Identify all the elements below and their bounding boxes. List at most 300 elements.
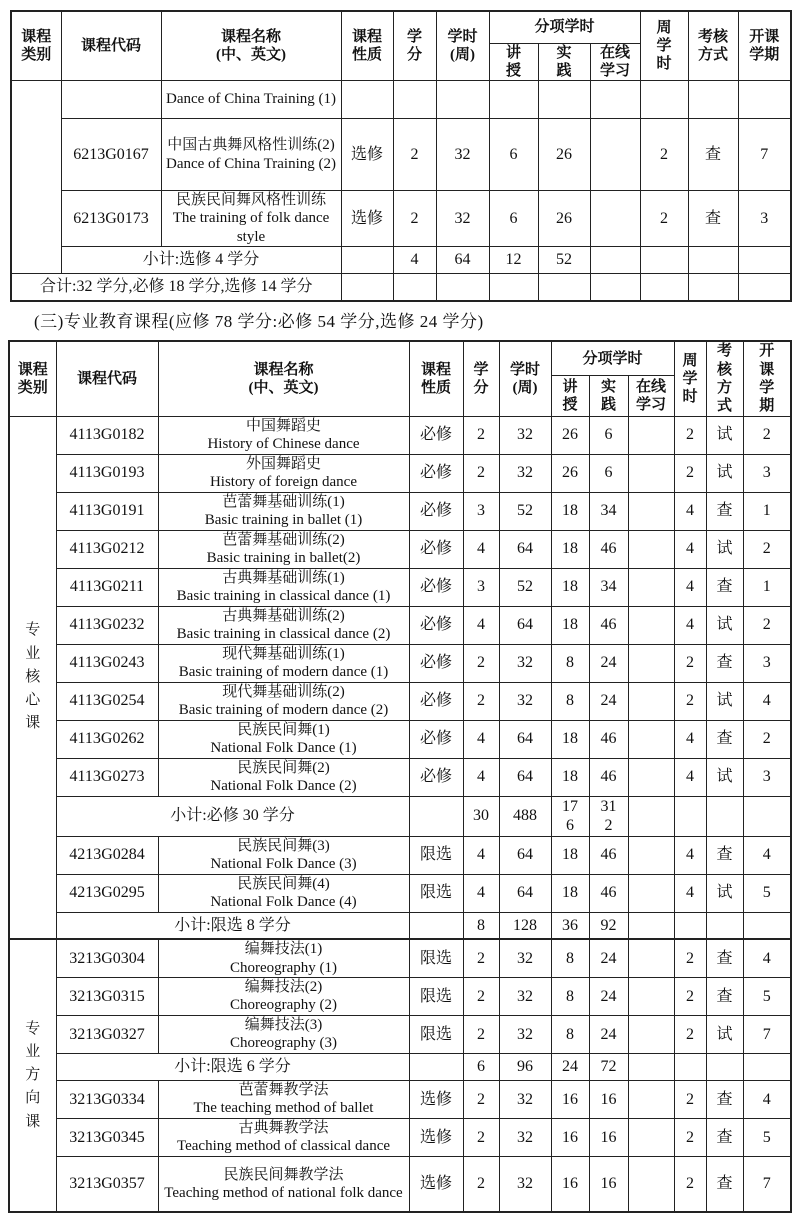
course-name-cn: 现代舞基础训练(2) — [222, 683, 345, 700]
practice-hours: 6 — [589, 454, 628, 492]
course-name — [161, 81, 341, 119]
online-hours — [628, 939, 674, 977]
lecture-hours: 18 — [551, 874, 589, 912]
hours: 32 — [499, 939, 551, 977]
course-name — [158, 644, 409, 682]
subtotal-label: 小计:限选 6 学分 — [56, 1053, 409, 1080]
assessment — [706, 912, 743, 939]
online-hours — [628, 1118, 674, 1156]
total-label: 合计:32 学分,必修 18 学分,选修 14 学分 — [11, 273, 341, 301]
credits: 8 — [463, 912, 499, 939]
course-nature: 必修 — [409, 758, 463, 796]
course-nature: 必修 — [409, 682, 463, 720]
hours: 64 — [499, 758, 551, 796]
hours: 32 — [499, 1080, 551, 1118]
assessment: 查 — [706, 492, 743, 530]
course-name-cn: 编舞技法(2) — [244, 979, 323, 995]
hours: 64 — [436, 246, 489, 273]
hours: 64 — [499, 874, 551, 912]
col-header-lecture — [551, 376, 589, 416]
lecture-hours — [489, 273, 538, 301]
course-name-en: Dance of China Training (2) — [166, 155, 336, 172]
subtotal-row — [9, 1053, 791, 1080]
practice-hours: 16 — [589, 1080, 628, 1118]
col-header-name-line2: (中、英文) — [216, 47, 286, 64]
credits: 2 — [463, 977, 499, 1015]
col-header-category-label: 课程类别 — [21, 28, 52, 64]
course-name-en: The training of folk dance style — [172, 210, 330, 245]
col-header-practice-label: 实践 — [556, 44, 572, 79]
practice-hours: 16 — [589, 1118, 628, 1156]
assessment: 试 — [706, 454, 743, 492]
col-header-hours-line1: 学时 — [447, 28, 478, 45]
col-header-credits-label: 学分 — [406, 28, 422, 64]
lecture-hours: 16 — [551, 1118, 589, 1156]
credits: 2 — [463, 682, 499, 720]
col-header-lecture — [489, 43, 538, 81]
course-name-cn: 民族民间舞(1) — [237, 721, 330, 738]
weekly-hours — [640, 273, 688, 301]
col-header-online-label: 在线学习 — [635, 378, 666, 413]
practice-hours: 24 — [589, 977, 628, 1015]
online-hours — [628, 568, 674, 606]
course-name-cn: 民族民间舞(2) — [237, 759, 330, 776]
practice-hours: 46 — [589, 836, 628, 874]
lecture-hours: 18 — [551, 530, 589, 568]
col-header-lecture-label: 讲授 — [505, 44, 521, 79]
credits: 2 — [463, 939, 499, 977]
col-header-hours-line2: (周) — [512, 380, 538, 397]
course-nature: 选修 — [409, 1118, 463, 1156]
hours: 32 — [436, 119, 489, 191]
course-name — [158, 492, 409, 530]
course-name-cn: 外国舞蹈史 — [245, 455, 321, 472]
lecture-hours: 18 — [551, 568, 589, 606]
assessment: 查 — [706, 1156, 743, 1212]
credits: 4 — [463, 720, 499, 758]
practice-hours: 34 — [589, 492, 628, 530]
online-hours — [590, 191, 640, 247]
weekly-hours: 4 — [674, 530, 706, 568]
semester: 3 — [743, 758, 791, 796]
hours: 32 — [499, 454, 551, 492]
practice-hours: 34 — [589, 568, 628, 606]
hours — [436, 273, 489, 301]
course-name — [158, 758, 409, 796]
course-name — [161, 191, 341, 247]
col-header-weekly — [640, 11, 688, 81]
hours — [436, 81, 489, 119]
weekly-hours: 2 — [674, 454, 706, 492]
course-nature — [409, 796, 463, 836]
col-header-subhours: 分项学时 — [489, 11, 640, 43]
course-row — [9, 720, 791, 758]
course-row — [9, 682, 791, 720]
col-header-weekly-label: 周学时 — [682, 352, 698, 406]
weekly-hours: 2 — [674, 939, 706, 977]
course-row — [9, 416, 791, 454]
semester: 2 — [743, 720, 791, 758]
semester: 7 — [743, 1156, 791, 1212]
col-header-online — [590, 43, 640, 81]
course-name-en: National Folk Dance (2) — [210, 778, 357, 795]
online-hours — [628, 977, 674, 1015]
course-name-en: Choreography (1) — [229, 959, 338, 976]
col-header-online-label: 在线学习 — [599, 44, 630, 79]
category-label: 专业方向课 — [25, 1020, 41, 1130]
course-code: 3213G0327 — [56, 1015, 158, 1053]
course-row — [11, 81, 791, 119]
assessment: 试 — [706, 682, 743, 720]
col-header-practice-label: 实践 — [600, 378, 616, 413]
practice-hours: 24 — [589, 644, 628, 682]
semester — [738, 81, 791, 119]
assessment: 查 — [706, 720, 743, 758]
course-nature: 选修 — [409, 1156, 463, 1212]
credits: 2 — [463, 644, 499, 682]
col-header-name — [161, 11, 341, 81]
weekly-hours: 4 — [674, 836, 706, 874]
lecture-hours: 6 — [489, 119, 538, 191]
course-name-cn: 芭蕾舞教学法 — [238, 1082, 329, 1098]
course-row — [9, 454, 791, 492]
weekly-hours: 2 — [674, 1080, 706, 1118]
course-name — [158, 530, 409, 568]
course-code: 4113G0262 — [56, 720, 158, 758]
course-name-en: History of Chinese dance — [207, 436, 360, 453]
lecture-hours: 8 — [551, 1015, 589, 1053]
credits: 3 — [463, 492, 499, 530]
hours: 32 — [499, 1015, 551, 1053]
online-hours — [628, 492, 674, 530]
online-hours — [628, 836, 674, 874]
col-header-name — [158, 341, 409, 416]
credits: 6 — [463, 1053, 499, 1080]
col-header-nature-label: 课程性质 — [420, 361, 451, 397]
assessment: 试 — [706, 874, 743, 912]
course-row — [9, 606, 791, 644]
hours: 32 — [436, 191, 489, 247]
credits: 4 — [393, 246, 436, 273]
category-label: 专业核心课 — [25, 622, 41, 732]
course-code: 4113G0254 — [56, 682, 158, 720]
credits — [393, 81, 436, 119]
practice-hours: 46 — [589, 530, 628, 568]
course-name — [158, 977, 409, 1015]
semester: 5 — [743, 977, 791, 1015]
lecture-hours: 26 — [551, 454, 589, 492]
col-header-nature — [409, 341, 463, 416]
course-code: 3213G0345 — [56, 1118, 158, 1156]
course-code: 4113G0211 — [56, 568, 158, 606]
subtotal-row — [9, 912, 791, 939]
credits: 2 — [393, 119, 436, 191]
practice-hours: 46 — [589, 758, 628, 796]
course-name-en: History of foreign dance — [209, 474, 358, 491]
lecture-hours: 18 — [551, 758, 589, 796]
col-header-weekly — [674, 341, 706, 416]
lecture-hours: 26 — [551, 416, 589, 454]
weekly-hours: 4 — [674, 568, 706, 606]
semester: 1 — [743, 568, 791, 606]
assessment: 查 — [706, 644, 743, 682]
practice-hours: 6 — [589, 416, 628, 454]
weekly-hours: 2 — [674, 1118, 706, 1156]
practice-hours — [538, 81, 590, 119]
course-name — [158, 836, 409, 874]
course-name — [158, 416, 409, 454]
course-code: 4113G0191 — [56, 492, 158, 530]
semester: 4 — [743, 836, 791, 874]
course-table-top — [10, 10, 792, 302]
course-name-cn: 中国古典舞风格性训练(2) — [167, 137, 335, 154]
col-header-code: 课程代码 — [61, 11, 161, 81]
course-name-en: Basic training in classical dance (1) — [176, 588, 391, 605]
col-header-weekly-label: 周学时 — [656, 19, 672, 73]
hours: 64 — [499, 606, 551, 644]
online-hours — [590, 119, 640, 191]
lecture-hours: 8 — [551, 939, 589, 977]
course-name-en: Basic training of modern dance (1) — [178, 664, 389, 681]
lecture-hours: 16 — [551, 1080, 589, 1118]
course-row — [9, 1156, 791, 1212]
section-heading: (三)专业教育课程(应修 78 学分:必修 54 学分,选修 24 学分) — [34, 312, 484, 332]
lecture-hours: 6 — [489, 191, 538, 247]
course-name-en: Basic training in ballet (1) — [204, 512, 363, 529]
col-header-semester-label: 开课学期 — [749, 28, 780, 64]
assessment: 试 — [706, 1015, 743, 1053]
hours: 128 — [499, 912, 551, 939]
semester — [743, 912, 791, 939]
assessment — [688, 273, 738, 301]
course-name — [158, 1118, 409, 1156]
col-header-hours — [436, 11, 489, 81]
col-header-semester — [738, 11, 791, 81]
semester: 2 — [743, 416, 791, 454]
credits: 2 — [393, 191, 436, 247]
online-hours — [590, 81, 640, 119]
weekly-hours: 2 — [640, 191, 688, 247]
assessment: 查 — [706, 1080, 743, 1118]
course-name — [158, 682, 409, 720]
practice-hours: 24 — [589, 682, 628, 720]
assessment: 试 — [706, 606, 743, 644]
subtotal-label: 小计:必修 30 学分 — [56, 796, 409, 836]
course-code: 4113G0273 — [56, 758, 158, 796]
course-row — [9, 1118, 791, 1156]
course-name-cn: 民族民间舞风格性训练 — [175, 192, 326, 209]
col-header-credits — [463, 341, 499, 416]
credits: 2 — [463, 1118, 499, 1156]
category-cell — [9, 416, 56, 939]
course-nature: 限选 — [409, 939, 463, 977]
course-nature — [409, 1053, 463, 1080]
lecture-hours — [551, 796, 589, 836]
course-name-cn: 编舞技法(1) — [244, 941, 323, 958]
col-header-nature — [341, 11, 393, 81]
semester: 7 — [738, 119, 791, 191]
assessment — [688, 246, 738, 273]
course-nature: 选修 — [341, 119, 393, 191]
course-nature — [341, 246, 393, 273]
online-hours — [628, 1015, 674, 1053]
course-code — [61, 81, 161, 119]
credits: 4 — [463, 606, 499, 644]
semester — [743, 796, 791, 836]
course-row — [9, 1080, 791, 1118]
practice-hours: 46 — [589, 874, 628, 912]
practice-hours: 24 — [589, 1015, 628, 1053]
course-name-en: Basic training in ballet(2) — [206, 550, 361, 567]
course-code: 4113G0243 — [56, 644, 158, 682]
col-header-code: 课程代码 — [56, 341, 158, 416]
course-row — [9, 977, 791, 1015]
online-hours — [628, 530, 674, 568]
semester: 4 — [743, 682, 791, 720]
weekly-hours: 2 — [674, 1156, 706, 1212]
course-name-cn: 中国舞蹈史 — [245, 417, 321, 434]
lecture-hours: 8 — [551, 682, 589, 720]
course-row — [9, 939, 791, 977]
course-nature: 必修 — [409, 606, 463, 644]
lecture-hours: 18 — [551, 492, 589, 530]
course-row — [11, 119, 791, 191]
lecture-hours: 36 — [551, 912, 589, 939]
course-name — [158, 1156, 409, 1212]
course-row — [9, 530, 791, 568]
credits: 4 — [463, 836, 499, 874]
credits: 2 — [463, 1015, 499, 1053]
online-hours — [628, 720, 674, 758]
course-code: 3213G0315 — [56, 977, 158, 1015]
col-header-category — [9, 341, 56, 416]
weekly-hours — [674, 912, 706, 939]
course-nature: 选修 — [341, 191, 393, 247]
credits: 4 — [463, 874, 499, 912]
online-hours — [628, 454, 674, 492]
hours: 52 — [499, 568, 551, 606]
online-hours — [628, 1053, 674, 1080]
course-name-cn: 民族民间舞(3) — [237, 837, 330, 854]
credits — [393, 273, 436, 301]
col-header-category — [11, 11, 61, 81]
course-name-en: Choreography (2) — [229, 997, 338, 1014]
course-name — [158, 1080, 409, 1118]
lecture-hours: 12 — [489, 246, 538, 273]
practice-hours: 26 — [538, 191, 590, 247]
course-row — [9, 758, 791, 796]
online-hours — [628, 416, 674, 454]
credits: 4 — [463, 530, 499, 568]
course-name-cn: 芭蕾舞基础训练(2) — [222, 531, 345, 548]
weekly-hours: 2 — [674, 1015, 706, 1053]
col-header-credits-label: 学分 — [473, 361, 489, 397]
col-header-online — [628, 376, 674, 416]
semester: 3 — [743, 454, 791, 492]
course-name — [158, 568, 409, 606]
course-name — [158, 1015, 409, 1053]
online-hours — [628, 758, 674, 796]
course-name-en: The teaching method of ballet — [193, 1100, 374, 1117]
course-code: 4113G0232 — [56, 606, 158, 644]
hours: 32 — [499, 977, 551, 1015]
course-nature — [341, 81, 393, 119]
course-name-en: National Folk Dance (3) — [210, 856, 357, 873]
online-hours — [628, 912, 674, 939]
assessment — [706, 796, 743, 836]
practice-hours: 52 — [538, 246, 590, 273]
assessment: 查 — [706, 1118, 743, 1156]
semester: 5 — [743, 874, 791, 912]
col-header-semester-label: 开课学期 — [759, 343, 775, 415]
course-row — [9, 1015, 791, 1053]
online-hours — [590, 273, 640, 301]
hours: 32 — [499, 1156, 551, 1212]
course-nature: 限选 — [409, 1015, 463, 1053]
practice-hours: 72 — [589, 1053, 628, 1080]
col-header-subhours: 分项学时 — [551, 341, 674, 375]
hours: 64 — [499, 720, 551, 758]
lecture-hours: 24 — [551, 1053, 589, 1080]
online-hours — [590, 246, 640, 273]
col-header-lecture-label: 讲授 — [562, 378, 578, 413]
assessment: 查 — [706, 836, 743, 874]
hours: 32 — [499, 416, 551, 454]
credits: 2 — [463, 416, 499, 454]
weekly-hours — [674, 1053, 706, 1080]
course-row — [9, 568, 791, 606]
assessment: 查 — [688, 119, 738, 191]
course-nature — [409, 912, 463, 939]
lecture-hours — [489, 81, 538, 119]
course-code: 3213G0357 — [56, 1156, 158, 1212]
semester — [743, 1053, 791, 1080]
semester: 2 — [743, 606, 791, 644]
col-header-credits — [393, 11, 436, 81]
course-name-cn: 芭蕾舞基础训练(1) — [222, 493, 345, 510]
lecture-hours: 18 — [551, 606, 589, 644]
assessment: 试 — [706, 530, 743, 568]
assessment: 查 — [706, 977, 743, 1015]
assessment — [706, 1053, 743, 1080]
hours: 32 — [499, 1118, 551, 1156]
weekly-hours: 4 — [674, 492, 706, 530]
semester — [738, 246, 791, 273]
course-code: 6213G0167 — [61, 119, 161, 191]
course-name — [158, 606, 409, 644]
course-nature: 必修 — [409, 416, 463, 454]
credits: 3 — [463, 568, 499, 606]
col-header-name-line2: (中、英文) — [248, 380, 319, 397]
subtotal-label: 小计:选修 4 学分 — [61, 246, 341, 273]
weekly-hours: 2 — [674, 682, 706, 720]
course-row — [9, 874, 791, 912]
weekly-hours: 4 — [674, 606, 706, 644]
category-cell — [9, 939, 56, 1212]
online-hours — [628, 682, 674, 720]
course-code: 4113G0182 — [56, 416, 158, 454]
online-hours — [628, 606, 674, 644]
course-name-en: National Folk Dance (4) — [210, 894, 357, 911]
semester: 3 — [743, 644, 791, 682]
col-header-semester — [743, 341, 791, 416]
course-name-en: Dance of China Training (1) — [166, 91, 336, 108]
hours: 64 — [499, 836, 551, 874]
course-name-cn: 民族民间舞教学法 — [223, 1166, 344, 1183]
hours: 32 — [499, 644, 551, 682]
semester: 1 — [743, 492, 791, 530]
course-nature: 限选 — [409, 836, 463, 874]
